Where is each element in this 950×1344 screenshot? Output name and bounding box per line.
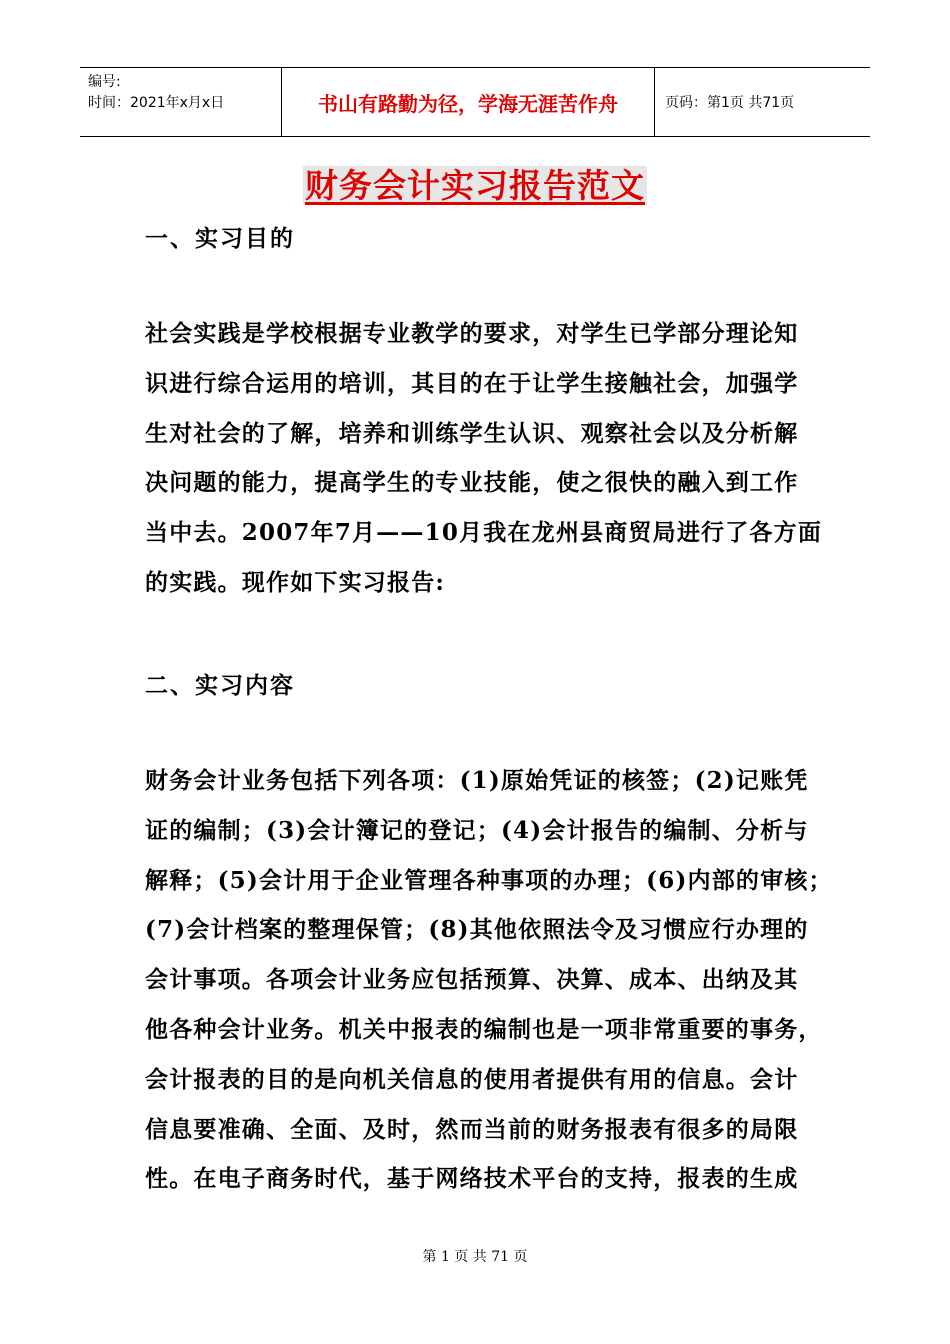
paragraph-line: 识进行综合运用的培训，其目的在于让学生接触社会，加强学 xyxy=(145,369,799,397)
document-header xyxy=(80,67,870,137)
paragraph-purpose xyxy=(145,309,823,608)
paragraph-line: 社会实践是学校根据专业教学的要求，对学生已学部分理论知 xyxy=(145,320,799,347)
paragraph-line: 会计事项。各项会计业务应包括预算、决算、成本、出纳及其 xyxy=(145,966,799,994)
document-title: 财务会计实习报告范文 xyxy=(305,166,645,205)
paragraph-line: 解释；(5)会计用于企业管理各种事项的办理；(6)内部的审核； xyxy=(145,866,833,894)
section-heading-purpose: 一、实习目的 xyxy=(145,225,295,252)
paragraph-line: 决问题的能力，提高学生的专业技能，使之很快的融入到工作 xyxy=(145,469,799,497)
header-meta xyxy=(80,68,282,136)
paragraph-line: 他各种会计业务。机关中报表的编制也是一项非常重要的事务， xyxy=(145,1015,823,1043)
header-time-label: 时间：2021年x月x日 xyxy=(88,95,225,111)
header-page-info: 页码：第1页 共71页 xyxy=(665,95,795,111)
page-footer: 第 1 页 共 71 页 xyxy=(422,1249,528,1265)
paragraph-line: 会计报表的目的是向机关信息的使用者提供有用的信息。会计 xyxy=(145,1065,799,1093)
document-title-block xyxy=(0,160,950,207)
paragraph-line: 的实践。现作如下实习报告: xyxy=(145,568,446,596)
paragraph-line: 信息要准确、全面、及时，然而当前的财务报表有很多的局限 xyxy=(145,1115,799,1143)
paragraph-content xyxy=(145,756,833,1204)
paragraph-line: 生对社会的了解，培养和训练学生认识、观察社会以及分析解 xyxy=(145,419,799,447)
header-motto: 书山有路勤为径，学海无涯苦作舟 xyxy=(282,68,655,136)
header-number-label: 编号: xyxy=(88,74,121,90)
paragraph-line: (7)会计档案的整理保管；(8)其他依照法令及习惯应行办理的 xyxy=(145,916,809,944)
section-heading-content: 二、实习内容 xyxy=(145,672,295,699)
paragraph-line: 当中去。2007年7月——10月我在龙州县商贸局进行了各方面 xyxy=(145,519,823,547)
paragraph-line: 财务会计业务包括下列各项：(1)原始凭证的核签；(2)记账凭 xyxy=(145,767,809,794)
paragraph-line: 性。在电子商务时代，基于网络技术平台的支持，报表的生成 xyxy=(145,1165,799,1193)
paragraph-line: 证的编制；(3)会计簿记的登记；(4)会计报告的编制、分析与 xyxy=(145,816,809,844)
